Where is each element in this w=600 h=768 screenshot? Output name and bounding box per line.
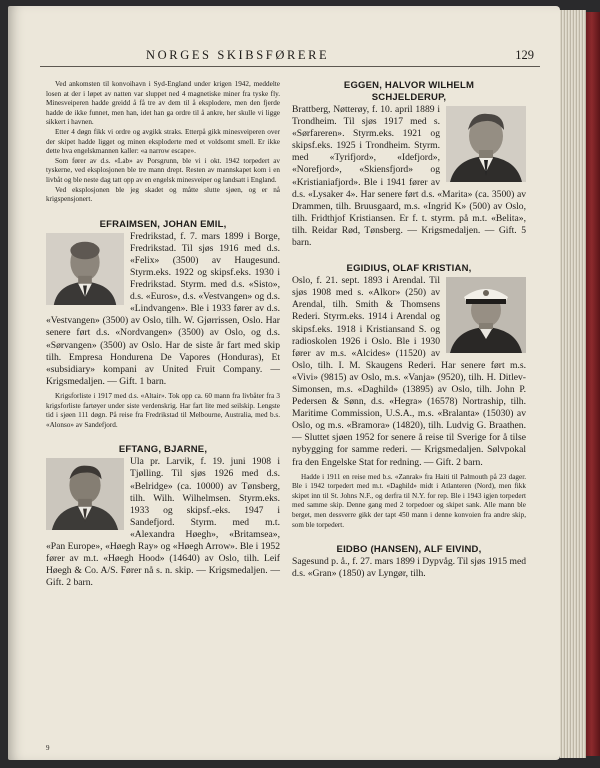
entry-text: Sagesund p. å., f. 27. mars 1899 i Dypvåg. Til sjøs 1915 med d.s. «Gran» (1850) av Lyngør, tilh. xyxy=(292,556,526,580)
entry-name-continued: SCHJELDERUP, xyxy=(371,92,447,103)
entry-name: EIDBO (HANSEN), ALF EIVIND, xyxy=(336,544,482,556)
entry-name: EGGEN, HALVOR WILHELM xyxy=(343,80,475,91)
book-cover-edge xyxy=(586,12,600,756)
page-stack-edge xyxy=(560,10,586,758)
entry-efraimsen xyxy=(46,219,280,431)
entry-eftang xyxy=(46,444,280,589)
entry-eggen xyxy=(292,80,526,249)
entry-text: Ula pr. Larvik, f. 19. juni 1908 i Tjølling. Til sjøs 1926 med d.s. «Belridge» (ca. 10000) av Tønsberg, tilh. Wilh. Wilhelmsen. Styrm.eks. 1933 og skipsf.-eks. 1947 i Sandefjord. Styrm. med m.t. «Alexandra Høegh», «Britamsea», «Pan Europe», «Høegh Ray» og «Høegh Arrow». Ble i 1952 fører av m.t. «Høegh Hood» (14640) av Oslo, tilh. Leif Høegh & Co. A/S. Fører nå s. n. skip. — Krigsmedaljen. — Gift. 2 barn. xyxy=(46,456,280,589)
portrait-photo xyxy=(46,458,124,530)
intro-paragraph: Ved ankomsten til konvoihavn i Syd-England under krigen 1942, meddelte losen at der i løpet av natten var sluppet ned 4 magnetiske miner fra tyske fly. Minesveiperen hadde greidd å få tre av dem til å eksplodere, men den fjerde hadde de ikke funnet, men han, idet han ga ordre til å ankre, her skulle vi ligge sikkert i havnen. xyxy=(46,80,280,127)
intro-paragraph: Etter 4 døgn fikk vi ordre og avgikk straks. Etterpå gikk minesveiperen over der skipet hadde ligget og minen eksploderte med et voldsomt smell. Er ikke dette hva engelskmannen kaller: «a narrow escape». xyxy=(46,127,280,156)
entry-text: Fredrikstad, f. 7. mars 1899 i Borge, Fredrikstad. Til sjøs 1916 med d.s. «Felix» (3500) av Haugesund. Styrm.eks. 1922 og skipsf.eks. 1930 i Fredrikstad. Styrm. med d.s. «Sisto», d.s. «Euros», d.s. «Vestvangen» og d.s. «Lindvangen». Ble i 1933 fører av d.s. «Vestvangen» (3500) av Oslo, tilh. W. Gjørrissen, Oslo. Har senere ført d.s. «Nordvangen» (3500) av Oslo, og d.s. «Sørvangen» (3500) av Oslo. Har de siste år fart med skip tilh. Empresa Hondurena De Vapores (Honduras), Et «subsidiary» kompani av United Fruit Company. — Krigsmedaljen. — Gift. 1 barn. xyxy=(46,230,280,387)
entry-note: Krigsforliste i 1917 med d.s. «Altair». Tok opp ca. 60 mann fra livbåter fra 3 krigsforliste fartøyer under siste verdenskrig. Har fart lite med seilskip. Lengste tid i sjøen 111 døgn. På reise fra Fredrikstad til Melbourne, Australia, med b.s. «Alonso» av Sandefjord. xyxy=(46,391,280,429)
portrait-photo xyxy=(46,233,124,305)
entry-text: Brattberg, Nøtterøy, f. 10. april 1889 i Trondheim. Til sjøs 1917 med s. «Sørfareren». Styrm.eks. 1921 og skipsf.eks. 1925 i Trondheim. Styrm. med «Tyrifjord», «Idefjord», «Norefjord», «Skiensfjord» og «Kristianiafjord». Ble i 1941 fører av d.s. «Lysaker 4». Har senere ført d.s. «Marita» (ca. 3500) av Drammen, tilh. Bruusgaard, m.s. «Ingrid K» (500) av Oslo, tilh. Fridthjof Kristiansen. Er f. t. styrm. på m.t. «Belita», tilh. Reidar Rød, Tønsberg. — Krigsmedaljen. — Gift. 5 barn. xyxy=(292,104,526,249)
intro-paragraph: Som fører av d.s. «Lab» av Porsgrunn, ble vi i okt. 1942 torpedert av tyskerne, ved eksplosjonen ble tre mann drept. Resten av mannskapet kom i en livbåt og ble neste dag tatt opp av en engelsk minesveiper og landsatt i England. xyxy=(46,156,280,184)
page-header xyxy=(40,46,540,67)
entry-text: Oslo, f. 21. sept. 1893 i Arendal. Til sjøs 1908 med s. «Alkor» (250) av Arendal, tilh. Smith & Thomsens Rederi. Styrm.eks. 1914 i Arendal og skipsf.eks. 1918 i Kristiansand S. og radioskolen 1926 i Oslo. Ble i 1930 fører av m.s. «Alcides» (11520) av Oslo, tilh. I. M. Skaugens Rederi. Har senere ført m.s. «Vivi» (9815) av Oslo, m.s. «Vanja» (9520), tilh. H. Ditlev-Simonsen, m.s. «Daghild» (13895) av Oslo, tilh. John P. Pedersen & Sønn, d.s. «Hegra» (16578) Nortraship, tilh. Maritime Commission, U.S.A., m.s. «Bralanta» (15030) av Oslo, og m.s. «Bramora» (14820), tilh. Ludvig G. Braathen. — Sluttet sjøen 1952 for senere å reise til Sverige for å tilse nybygging for samme rederi. — Krigsmedaljen. Sølvpokal fra den Engelske Stat for redning. — Gift. 2 barn. xyxy=(292,275,526,468)
portrait-photo xyxy=(446,277,526,353)
entry-eidbo xyxy=(292,544,526,580)
running-title: NORGES SKIBSFØRERE xyxy=(146,48,330,62)
portrait-photo xyxy=(446,106,526,182)
entry-egidius xyxy=(292,263,526,530)
page-number: 129 xyxy=(515,48,534,62)
intro-text xyxy=(46,80,280,205)
entry-name: EGIDIUS, OLAF KRISTIAN, xyxy=(346,263,472,275)
left-column xyxy=(46,80,280,589)
right-column xyxy=(292,80,526,580)
entry-note: Hadde i 1911 en reise med b.s. «Zanrak» fra Haiti til Palmouth på 23 dager. Ble i 1942 torpedert med m.t. «Daghild» midt i Atlanteren (Nord), men fikk skipet inn til St. Johns N.F., og derfra til N.Y. for rep. Ble i 1943 igjen torpedert med samme skip. Denne gang med 2 torpedoer og skipet sank. Alle mann ble berget, men dessverre gikk der tapt 450 mann i denne konvoien fra andre skip, som ble torpedert. xyxy=(292,472,526,529)
entry-name: EFRAIMSEN, JOHAN EMIL, xyxy=(99,218,227,230)
entry-name: EFTANG, BJARNE, xyxy=(118,444,208,456)
signature-mark: 9 xyxy=(46,744,50,752)
intro-paragraph: Ved eksplosjonen ble jeg skadet og måtte slutte sjøen, og er nå krigspensjonert. xyxy=(46,185,280,204)
